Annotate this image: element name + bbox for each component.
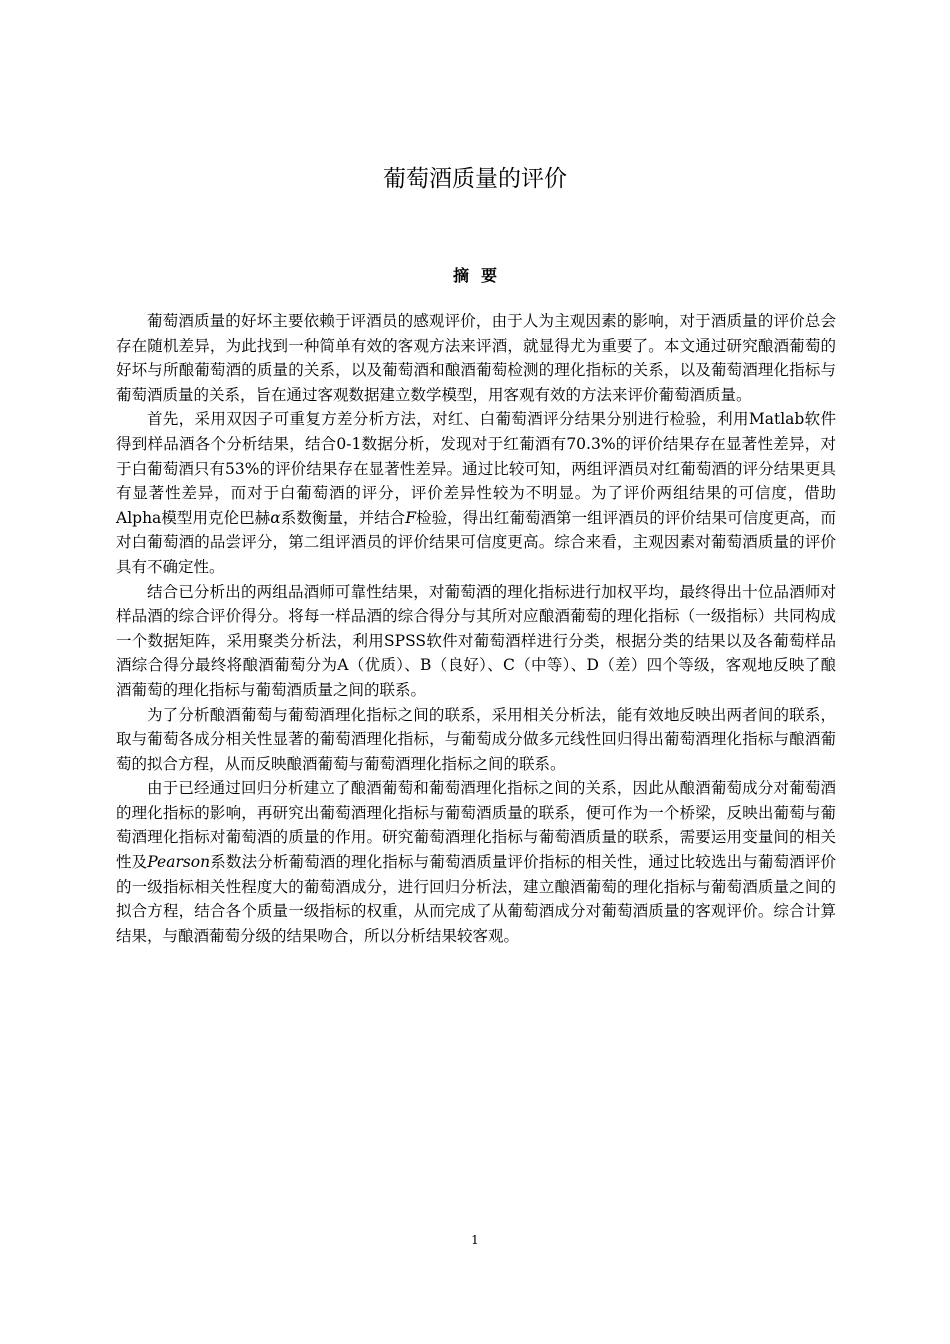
alpha-symbol: α	[270, 508, 281, 527]
abstract-body	[116, 309, 836, 948]
paragraph-5-text-b: 系数法分析葡萄酒的理化指标与葡萄酒质量评价指标的相关性，通过比较选出与葡萄酒评价的一级指标相关性程度大的葡萄酒成分，进行回归分析法，建立酿酒葡萄的理化指标与葡萄酒质量之间的拟合方程，结合各个质量一级指标的权重，从而完成了从葡萄酒成分对葡萄酒质量的客观评价。综合计算结果，与酿酒葡萄分级的结果吻合，所以分析结果较客观。	[116, 853, 836, 945]
paragraph-2-text-b: 系数衡量，并结合	[280, 508, 406, 527]
abstract-heading: 摘要	[452, 266, 509, 285]
paragraph-2-text-c: 检验，得出红葡萄酒第一组评酒员的评价结果可信度更高，而对白葡萄酒的品尝评分，第二组评酒员的评价结果可信度更高。综合来看，主观因素对葡萄酒质量的评价具有不确定性。	[116, 508, 836, 576]
paragraph-2-text-a: 首先，采用双因子可重复方差分析方法，对红、白葡萄酒评分结果分别进行检验，利用Matlab软件得到样品酒各个分析结果，结合0-1数据分析，发现对于红葡酒有70.3%的评价结果存在显著性差异，对于白葡萄酒只有53%的评价结果存在显著性差异。通过比较可知，两组评酒员对红葡萄酒的评分结果更具有显著性差异，而对于白葡萄酒的评分，评价差异性较为不明显。为了评价两组结果的可信度，借助Alpha模型用克伦巴赫	[116, 410, 836, 527]
paragraph-4-text: 为了分析酿酒葡萄与葡萄酒理化指标之间的联系，采用相关分析法，能有效地反映出两者间的联系，取与葡萄各成分相关性显著的葡萄酒理化指标，与葡萄成分做多元线性回归得出葡萄酒理化指标与酿酒葡萄的拟合方程，从而反映酿酒葡萄与葡萄酒理化指标之间的联系。	[116, 705, 836, 773]
f-symbol: F	[405, 508, 416, 527]
abstract-paragraph-3	[116, 580, 836, 703]
pearson-term: Pearson	[147, 853, 211, 872]
paragraph-3-text: 结合已分析出的两组品酒师可靠性结果，对葡萄酒的理化指标进行加权平均，最终得出十位品酒师对样品酒的综合评价得分。将每一样品酒的综合得分与其所对应酿酒葡萄的理化指标（一级指标）共同构成一个数据矩阵，采用聚类分析法，利用SPSS软件对葡萄酒样进行分类，根据分类的结果以及各葡萄样品酒综合得分最终将酿酒葡萄分为A（优质）、B（良好）、C（中等）、D（差）四个等级，客观地反映了酿酒葡萄的理化指标与葡萄酒质量之间的联系。	[116, 582, 836, 699]
paragraph-1-text: 葡萄酒质量的好坏主要依赖于评酒员的感观评价，由于人为主观因素的影响，对于酒质量的评价总会存在随机差异，为此找到一种简单有效的客观方法来评酒，就显得尤为重要了。本文通过研究酿酒葡萄的好坏与所酿葡萄酒的质量的关系，以及葡萄酒和酿酒葡萄检测的理化指标的关系，以及葡萄酒理化指标与葡萄酒质量的关系，旨在通过客观数据建立数学模型，用客观有效的方法来评价葡萄酒质量。	[116, 312, 836, 404]
abstract-paragraph-1	[116, 309, 836, 407]
abstract-paragraph-4	[116, 703, 836, 777]
abstract-paragraph-5	[116, 776, 836, 948]
paragraph-5-text-a: 由于已经通过回归分析建立了酿酒葡萄和葡萄酒理化指标之间的关系，因此从酿酒葡萄成分对葡萄酒的理化指标的影响，再研究出葡萄酒理化指标与葡萄酒质量的联系，便可作为一个桥梁，反映出葡萄与葡萄酒理化指标对葡萄酒的质量的作用。研究葡萄酒理化指标与葡萄酒质量的联系，需要运用变量间的相关性及	[116, 779, 836, 872]
abstract-paragraph-2	[116, 407, 836, 579]
page-number: 1	[471, 1233, 479, 1247]
document-title: 葡萄酒质量的评价	[383, 166, 567, 192]
